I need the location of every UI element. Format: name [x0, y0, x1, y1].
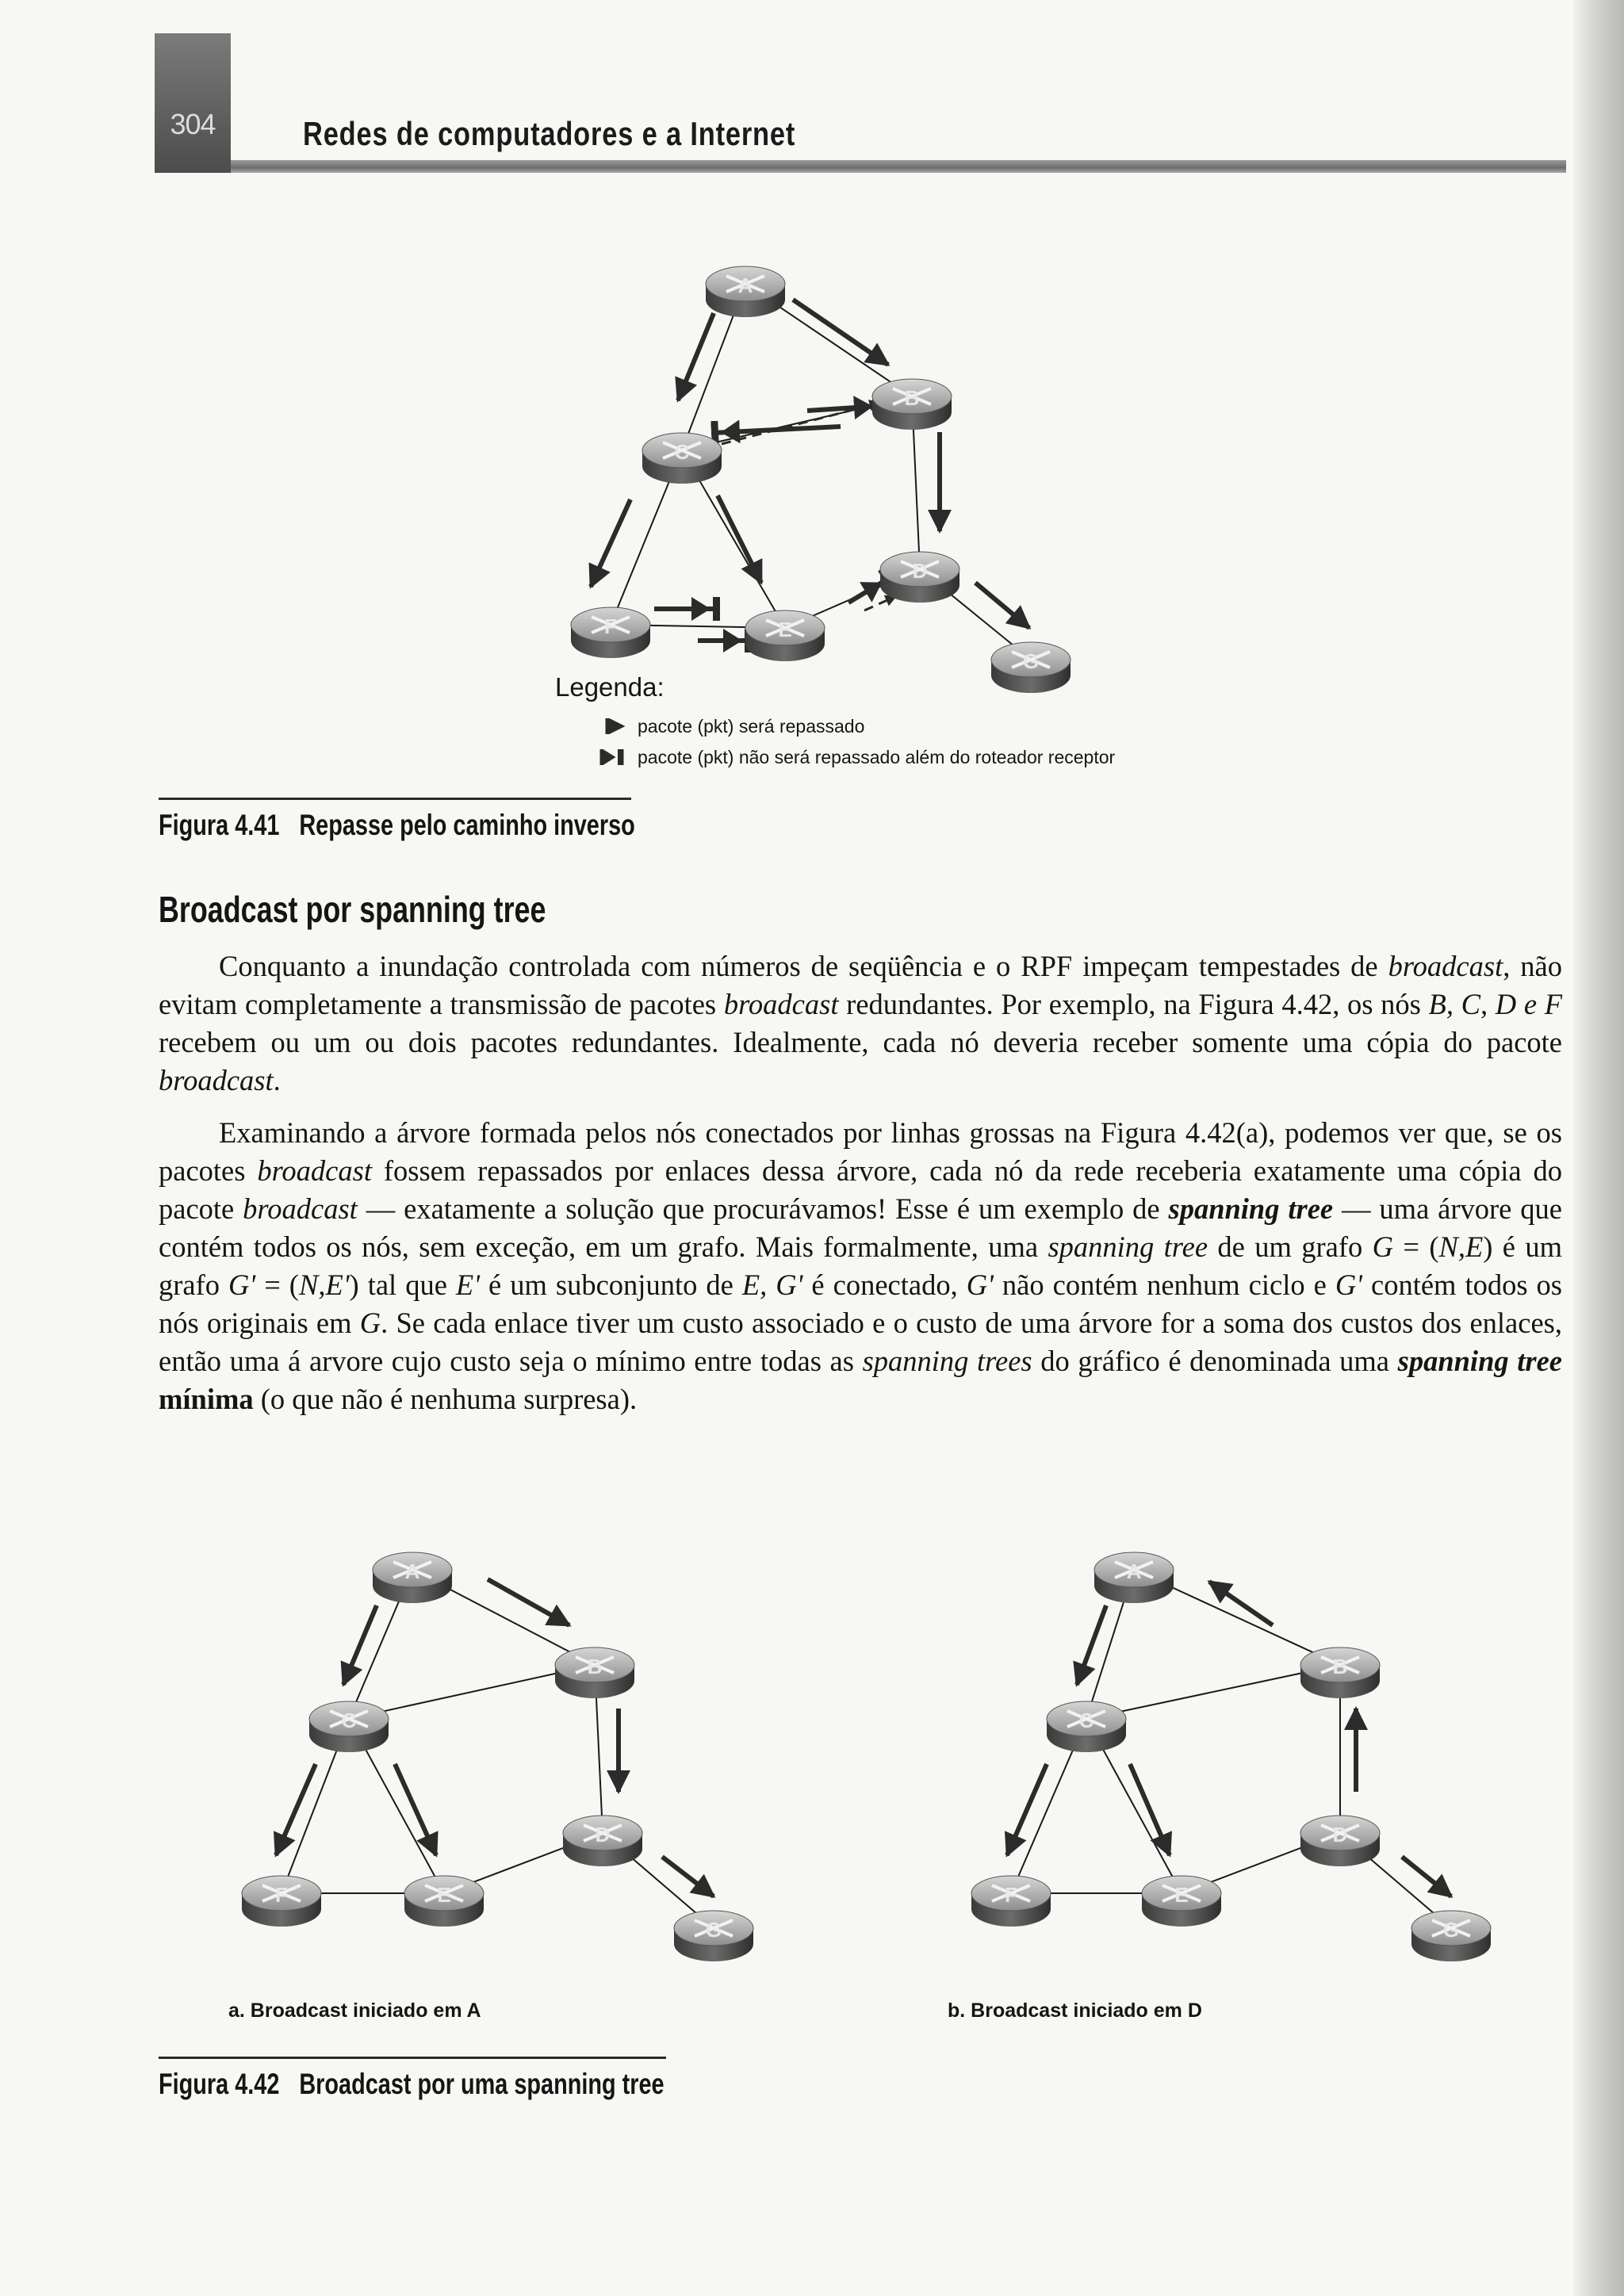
router-label: G: [1442, 1917, 1460, 1942]
header-rule: [155, 160, 1566, 173]
router-label: D: [595, 1822, 611, 1846]
figure-4-42a-diagram: [206, 1506, 809, 1982]
router-label: F: [275, 1882, 288, 1907]
legend-not-forwarded: [555, 746, 1115, 768]
router-b-icon: [555, 1647, 634, 1698]
router-label: G: [1022, 649, 1040, 673]
router-a-icon: [1094, 1552, 1174, 1603]
subcaption-a: a. Broadcast iniciado em A: [228, 1999, 481, 2022]
router-a-icon: [373, 1552, 452, 1603]
router-e-icon: [1142, 1876, 1221, 1927]
router-label: F: [1005, 1882, 1017, 1907]
router-label: B: [587, 1654, 603, 1678]
router-f-icon: [571, 607, 650, 658]
router-label: A: [737, 273, 753, 297]
router-d-icon: [1300, 1816, 1380, 1866]
router-label: D: [912, 558, 928, 583]
router-label: E: [778, 617, 792, 641]
section-heading: Broadcast por spanning tree: [159, 889, 546, 930]
legend-not-forwarded-text: pacote (pkt) não será repassado além do roteador receptor: [638, 746, 1116, 767]
legend-forwarded-text: pacote (pkt) será repassado: [638, 715, 865, 737]
packet-arrow: [488, 1579, 569, 1625]
router-label: D: [1332, 1822, 1348, 1846]
router-label: C: [1078, 1708, 1094, 1732]
packet-arrow: [1007, 1764, 1047, 1855]
figure-4-41-title: Repasse pelo caminho inverso: [299, 809, 635, 841]
router-a-icon: [706, 266, 785, 317]
paragraph-2: Examinando a árvore formada pelos nós conectados por linhas grossas na Figura 4.42(a), podemos ver que, se os pacotes broadcast fossem repassados por enlaces dessa árvore, cada nó da rede receberia exatamente uma cópia do pacote broadcast — exatamente a solução que procurávamos! Esse é um exemplo de spanning tree — uma árvore que contém todos os nós, sem exceção, em um grafo. Mais formalmente, uma spanning tree de um grafo G = (N,E) é um grafo G' = (N,E') tal que E' é um subconjunto de E, G' é conectado, G' não contém nenhum ciclo e G' contém todos os nós originais em G. Se cada enlace tiver um custo associado e o custo de uma árvore for a soma dos custos dos enlaces, então uma á arvore cujo custo seja o mínimo entre todas as spanning trees do gráfico é denominada uma spanning tree mínima (o que não é nenhuma surpresa).: [159, 1116, 1563, 1415]
router-e-icon: [745, 610, 825, 661]
packet-arrow: [793, 300, 888, 365]
packet-arrow: [864, 596, 896, 610]
figure-4-42-rule: [159, 2057, 666, 2059]
packet-arrow: [276, 1764, 316, 1855]
router-f-icon: [971, 1876, 1051, 1927]
packet-arrow: [678, 313, 714, 400]
router-g-icon: [991, 642, 1071, 693]
router-label: E: [437, 1882, 451, 1907]
router-label: A: [1126, 1559, 1142, 1583]
packet-arrow: [718, 496, 761, 583]
router-label: F: [604, 614, 617, 638]
legend-title: Legenda:: [555, 672, 665, 702]
legend-forwarded: [555, 715, 864, 737]
figure-4-41-diagram: [508, 238, 1126, 682]
router-nodes: [971, 1552, 1491, 1961]
router-b-icon: [872, 379, 952, 430]
blocked-packet-arrow: [807, 406, 880, 411]
forwarded-arrow-icon: [555, 718, 628, 734]
router-g-icon: [1411, 1911, 1491, 1961]
figure-4-41-number: Figura 4.41: [159, 809, 280, 841]
router-g-icon: [674, 1911, 753, 1961]
page-number: 304: [155, 33, 231, 173]
figure-4-41-rule: [159, 798, 631, 800]
paragraph-1: Conquanto a inundação controlada com números de seqüência e o RPF impeçam tempestades de broadcast, não evitam completamente a transmissão de pacotes broadcast redundantes. Por exemplo, na Figura 4.42, os nós B, C, D e F recebem ou um ou dois pacotes redundantes. Idealmente, cada nó deveria receber somente uma cópia do pacote broadcast.: [159, 950, 1563, 1096]
blocked-packet-arrow: [714, 427, 841, 433]
figure-4-41-caption: [159, 809, 635, 842]
router-d-icon: [563, 1816, 642, 1866]
router-c-icon: [1047, 1701, 1126, 1752]
figure-4-42-caption: [159, 2068, 665, 2101]
packet-arrow: [591, 499, 630, 587]
router-f-icon: [242, 1876, 321, 1927]
packet-arrow: [1402, 1857, 1451, 1896]
router-label: A: [404, 1559, 420, 1583]
blocked-arrow-icon: [555, 749, 628, 765]
subcaption-b: b. Broadcast iniciado em D: [948, 1999, 1202, 2022]
router-b-icon: [1300, 1647, 1380, 1698]
router-d-icon: [880, 552, 959, 603]
figure-4-42-number: Figura 4.42: [159, 2068, 280, 2100]
page-edge-shadow: [1573, 0, 1624, 2296]
router-nodes: [571, 266, 1071, 693]
router-label: C: [341, 1708, 357, 1732]
router-c-icon: [309, 1701, 389, 1752]
router-label: C: [674, 439, 690, 464]
figure-4-42-title: Broadcast por uma spanning tree: [299, 2068, 665, 2100]
router-c-icon: [642, 433, 722, 484]
router-label: B: [904, 385, 920, 410]
packet-arrow: [343, 1605, 377, 1685]
figure-4-42b-diagram: [928, 1506, 1546, 1982]
router-label: G: [705, 1917, 722, 1942]
router-label: B: [1332, 1654, 1348, 1678]
running-title: Redes de computadores e a Internet: [303, 115, 796, 152]
router-e-icon: [404, 1876, 484, 1927]
router-label: E: [1174, 1882, 1189, 1907]
